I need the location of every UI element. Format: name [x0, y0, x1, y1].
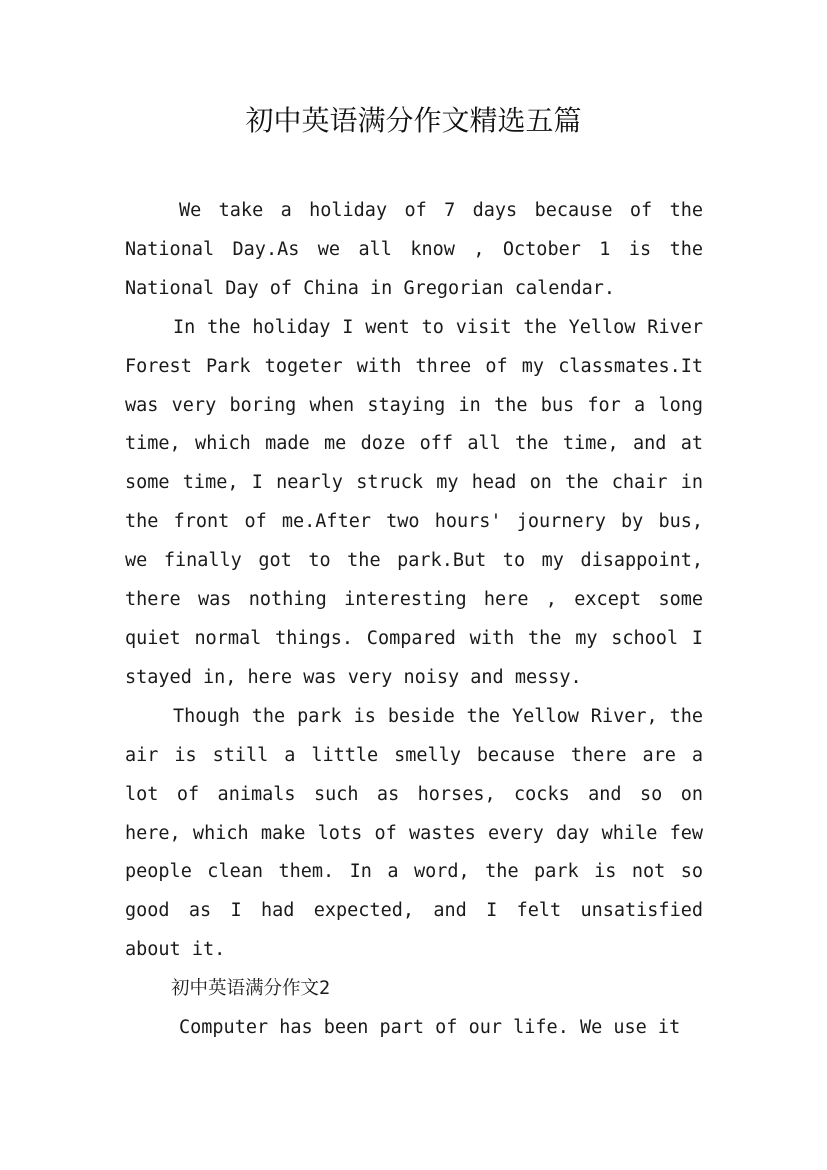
paragraph-3: Though the park is beside the Yellow River, the air is still a little smelly because there are a lot of animals such as horses, cocks and so on here, which make lots of wastes every day while few people clean them. In a word, the park is not so good as I had expected, and I felt unsatisfied about it.	[125, 705, 703, 961]
section-heading: 初中英语满分作文2	[171, 978, 331, 1000]
paragraph-2: In the holiday I went to visit the Yellow River Forest Park togeter with three of my classmates.It was very boring when staying in the bus for a long time, which made me doze off all the time, and at some time, I nearly struck my head on the chair in the front of me.After two hours' journery by bus, we finally got to the park.But to my disappoint, there was nothing interesting here , except some quiet normal things. Compared with the my school I stayed in, here was very noisy and messy.	[125, 316, 703, 688]
paragraph-1: We take a holiday of 7 days because of the National Day.As we all know , October 1 is the National Day of China in Gregorian calendar.	[125, 200, 703, 299]
document-title: 初中英语满分作文精选五篇	[245, 104, 582, 137]
document-body	[125, 192, 703, 1048]
paragraph-4: Computer has been part of our life. We use it	[179, 1017, 681, 1039]
